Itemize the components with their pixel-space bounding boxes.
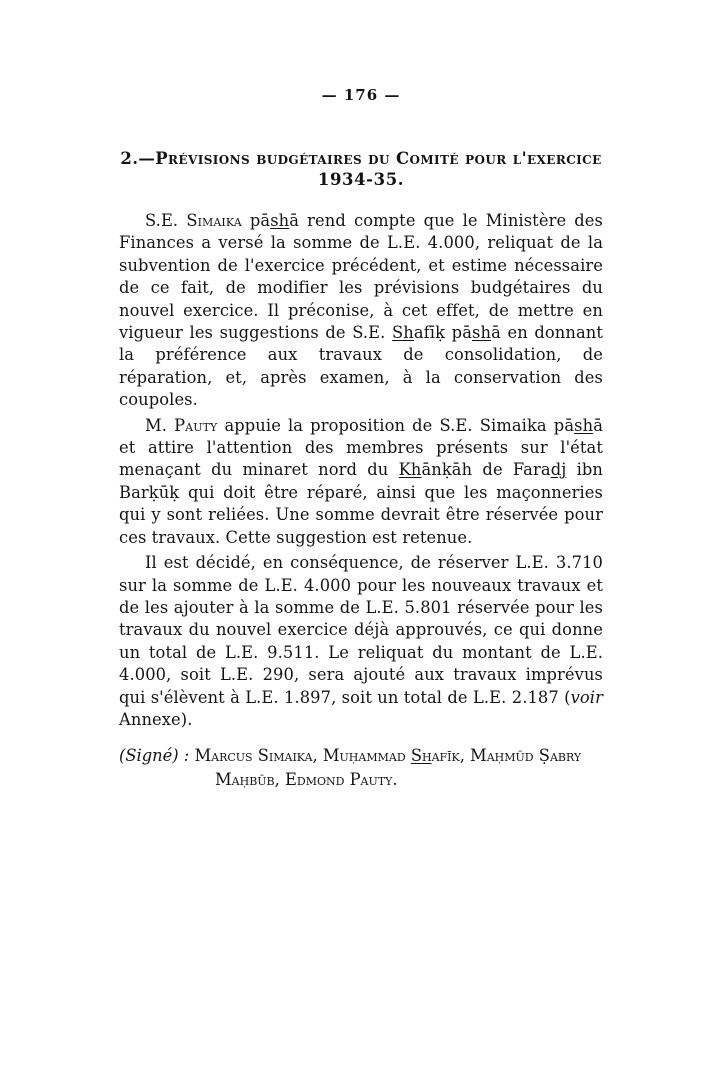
paragraph-1: S.E. Simaika pāshā rend compte que le Ministère des Finances a versé la somme de L.E. 4.000, reliquat de la subvention de l'exercice précédent, et estime nécessaire de ce fait, de modifier les prévisions budgétaires du nouvel exercice. Il préconise, à cet effet, de mettre en vigueur les suggestions de S.E. Shafīḳ pāshā en donnant la préférence aux travaux de consolidation, de réparation, et, après examen, à la conservation des coupoles.	[119, 211, 604, 410]
paragraph-3: Il est décidé, en conséquence, de réserver L.E. 3.710 sur la somme de L.E. 4.000 pour les nouveaux travaux et de les ajouter à la somme de L.E. 5.801 réservée pour les travaux du nouvel exercice déjà approuvés, ce qui donne un total de L.E. 9.511. Le reliquat du montant de L.E. 4.000, soit L.E. 290, sera ajouté aux travaux imprévus qui s'élèvent à L.E. 1.897, soit un total de L.E. 2.187 (voir Annexe).	[119, 553, 603, 729]
page-number: — 176 —	[321, 86, 401, 104]
section-heading-year: 1934-35.	[317, 170, 405, 189]
section-heading	[119, 148, 603, 190]
section-heading-title: 2.—Prévisions budgétaires du Comité pour l'exercice	[120, 149, 602, 168]
document-body	[119, 210, 603, 731]
paragraph-2: M. Pauty appuie la proposition de S.E. Simaika pāshā et attire l'attention des membres présents sur l'état menaçant du minaret nord du Khānḳāh de Faradj ibn Barḳūḳ qui doit être réparé, ainsi que les maçonneries qui y sont reliées. Une somme devrait être réservée pour ces travaux. Cette suggestion est retenue.	[119, 415, 603, 547]
signature-line: (Signé) : Marcus Simaika, Muḥammad Shafīk, Maḥmūd Ṣabry Maḥbūb, Edmond Pauty.	[119, 746, 582, 790]
text-block	[119, 0, 603, 792]
